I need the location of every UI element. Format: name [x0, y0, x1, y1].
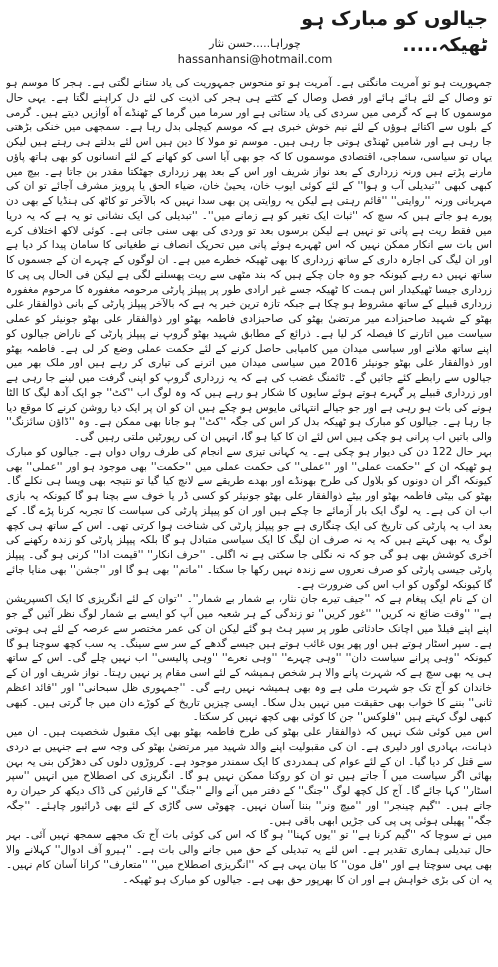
paragraph: میں نے سوچا کہ ''گیم کرنا ہے'' تو ''یوں کہنا'' ہو گا کہ اس کی کوئی بات آج تک مجھے سمجھ نہیں آئی۔ بہر حال تبدیلی ہماری تقدیر ہے۔ اس لئے یہ تبدیلی کے حق میں جانے والی بات ہے۔ ''ہیرو آف ادوال'' کہلانے والا بھی یہی سوچتا ہے اور ''فل مون'' کا بیان یہی ہے کہ ''انگریزی اصطلاح میں'' ''متعارف'' کرانا آسان کام نہیں۔ یہ ان کی بڑی خواہش ہے اور ان کا بھرپور حق بھی ہے۔ جیالوں کو مبارک ہو ٹھیکہ۔ — [6, 829, 492, 886]
paragraph: اس میں کوئی شک نہیں کہ ذوالفقار علی بھٹو کی طرح فاطمہ بھٹو بھی ایک مقبول شخصیت ہیں۔ ان میں ذہانت، بہادری اور دلیری ہے۔ ان کی مقبولیت اپنے والد شہید میر مرتضیٰ بھٹو کی وجہ سے ہے جنہیں بے دردی سے قتل کر دیا گیا۔ ان کے لئے عوام کی ہمدردی کا ایک سمندر موجود ہے۔ کروڑوں دلوں کی دھڑکن بنی یہ بہن بھائی اگر سیاست میں آ جاتے ہیں تو ان کو روکنا ممکن نہیں ہو گا۔ انگریزی کی اصطلاح میں انہیں ''سپر اسٹار'' کہا جائے گا۔ آج کل کچھ لوگ ''جنگ'' کے دفتر میں آنے والے ''جنگ'' کے قارئین کی ڈاک دیکھ کر حیران رہ جاتے ہیں۔ ''گیم چینجر'' اور ''میچ ونر'' بننا آسان نہیں۔ چھوٹی سی گاڑی کے لئے بھی ڈرائیور چاہئے۔ ''جگہ جگہ'' پھیلی ہوئی پی پی کی جڑیں ابھی باقی ہیں۔ — [6, 726, 492, 827]
article-title: جیالوں کو مبارک ہو ٹھیکہ..... — [301, 8, 488, 56]
author-email: hassanhansi@hotmail.com — [177, 52, 333, 66]
article-body — [6, 76, 492, 963]
paragraph: ان کے نام ایک پیغام ہے کہ ''جیف تیرے جان نثار، بے شمار بے شمار''۔ ''توان کے لئے انگریزی کا ایک اکسپریشن ہے'' ''وقت ضائع نہ کریں'' ''غور کریں'' تو زندگی کے ہر شعبہ میں آپ کو ایسے بے شمار لوگ نظر آئیں گے جو اپنے اپنے فیلڈ میں اچانک حادثاتی طور پر سپر ہٹ ہو گئے لیکن ان کی عمر مختصر سے عرصہ کے لئے ہی ہوتی ہے۔ سپر اسٹار ہوتے ہیں اور پھر یوں غائب ہوتے ہیں جیسے گدھے کے سر سے سینگ۔ یہ سب کچھ سوچنا ہو گا کیونکہ ''وہی پرانے سیاست دان'' ''وہی چہرے'' ''وہی نعرے'' ''وہی پالیسی'' اب نہیں چلے گی۔ اس کے ساتھ ہی یہ بھی سچ ہے کہ شہرت پانے والا ہر شخص ہمیشہ کے لئے اسی مقام پر نہیں رہتا۔ نواز شریف اور ان کے خاندان کو آج تک جو شہرت ملی ہے وہ بھی ہمیشہ نہیں رہے گی۔ ''جمہوری ظل سبحانی'' اور ''قائد اعظم ثانی'' بننے کا خواب بھی حقیقت میں نہیں بدل سکا۔ ایسی چیزیں تاریخ کے کوڑے دان میں جا گرتی ہیں۔ کبھی کبھی لوگ کہتے ہیں ''فلوکس'' جن کا کوئی بھی کچھ نہیں کر سکتا۔ — [6, 593, 492, 724]
paragraph: بہر حال 122 دن کی دیوار ہو چکی ہے۔ یہ کہانی تیزی سے انجام کی طرف رواں دواں ہے۔ جیالوں کو مبارک ہو ٹھیکہ ان کے ''حکمت عملی'' اور ''عملی'' کی حکمت عملی میں ''حکمت'' بھی موجود ہو اور ''عملی'' بھی کیونکہ اگر ان دونوں کو بلاول کی طرح بھونڈے اور بھدے طریقے سے لانچ کیا گیا تو نتیجہ بھی ویسا ہی نکلے گا۔ بھٹو کی بیٹی فاطمہ بھٹو اور بیٹے ذوالفقار علی بھٹو جونیئر کو کسی ڈر یا خوف سے بچنا ہو گا کیونکہ یہ بازی اب ان کی ہے۔ یہ لوگ ایک بار آزمائے جا چکے ہیں اور ان کو پیپلز پارٹی کی سیاست کا تجربہ کرنا پڑے گا۔ کے بعد اب یہ پارٹی کی تاریخ کی ایک چنگاری ہے جو پیپلز پارٹی کی شناخت ہوا کرتی تھی۔ اس کے ساتھ ہی کچھ لوگ یہ بھی کہتے ہیں کہ یہ نہ صرف ان لیگ کا ایک سیاسی متبادل ہو گا بلکہ پیپلز پارٹی کو زندہ رکھنے کی آخری کوشش بھی ہو گی جو کہ نہ نگلی جا سکتی ہے نہ اگلی۔ ''حرف انکار'' ''قیمت ادا'' کرنی ہو گی۔ پیپلز پارٹی جیسی پارٹی کو صرف نعروں سے زندہ نہیں رکھا جا سکتا۔ ''ماتم'' بھی ہو گا اور ''جشن'' بھی منایا جائے گا کیونکہ لوگوں کو اب اس کی ضرورت ہے۔ — [6, 445, 492, 591]
paragraph: جمہوریت ہو تو آمریت مانگتی ہے۔ آمریت ہو تو منحوس جمہوریت کی یاد ستانے لگتی ہے۔ ہجر کا موسم ہو تو وصال کے لئے ہائے ہائے اور فصل وصال کے کٹتے ہی ہجر کی اذیت کی لئے دل کراہنے لگتا ہے۔ یہی حال موسموں کا ہے کہ گرمی میں سردی کی یاد ستاتی ہے اور سرما میں گرما کے ٹھنڈے آہ آوازیں دیتے ہیں۔ گرمی کے بلوں سے اکتائے ہوؤں کے لئے نیم خوش خبری ہے کہ موسم کیچلی بدل رہا ہے۔ سمجھی میں خنکی بڑھتی جا رہی ہے اور شامیں ٹھنڈی ہوتی جا رہی ہیں۔ موسم تو مولا کا دین ہیں اس لئے بدلتے ہی رہتے ہیں لیکن یہاں تو سیاسی، سماجی، اقتصادی موسموں کا کہ جو بھی آیا اسی کو کھانے کے لئے انسانوں کو بھی ہاتھ پاؤں مارنے پڑتے ہیں ورنہ زرداری کے بعد نواز شریف اور اس کے بعد پھر زرداری جھٹکتا مقدر بن جاتا ہے۔ بیچ میں کبھی کبھی ''تبدیلی آب و ہوا'' کے لئے کوئی ایوب خان، یحییٰ خان، ضیاء الحق یا پرویز مشرف آجائے تو ان کی مہربانی ورنہ ''روایتی'' ''قائم رہتی ہے لیکن یہ روایتی پن بھی سدا نہیں کہ بالآخر تو کاٹھ کی ہنڈیا کے بھی دن پورے ہو جاتے ہیں کہ سچ کہ ''ثبات ایک تغیر کو ہے زمانے میں''۔ ''تبدیلی کی ایک نشانی تو یہ ہے کہ یہ دریا میں فقط ریت ہے پانی تو نہیں ہے لیکن برسوں بعد تو وردی کی بھی سنی جاتی ہے۔ کوئی لاکھ اختلاف کرے اس بات سے انکار ممکن نہیں کہ اس ٹھہرے ہوئے پانی میں تحریک انصاف نے طغیانی کا سامان پیدا کر دیا ہے اور ان لیگ کی اجارہ داری کے ساتھ زرداری کا بھی ٹھیکہ خطرے میں ہے۔ ان لوگوں کے چہرے ان کے جسموں کا ساتھ نہیں دے رہے کیونکہ جو وہ جان چکے ہیں کہ بند مٹھی سے ریت پھسلنے لگی ہے لیکن فی الحال پی پی کا زرداری جیسا ٹھیکیدار اس ہمت کا ٹھیکہ جسے غیر ارادی طور پر پیپلز پارٹی مرحومہ مغفورہ کا مرحوم مغفورہ زرداری قبیلے کے ساتھ مشروط ہو چکا ہے جبکہ تازہ ترین خبر یہ ہے کہ بالآخر پیپلز پارٹی کے بانی ذوالفقار علی بھٹو کے شہید صاحبزادے میر مرتضیٰ بھٹو کی صاحبزادی فاطمہ بھٹو اور ذوالفقار علی بھٹو جونیئر کو عملی سیاست میں اتارنے کا فیصلہ کر لیا ہے۔ ذرائع کے مطابق شہید بھٹو گروپ نے پیپلز پارٹی کے ناراض جیالوں کو اپنے ساتھ ملانے اور سیاسی میدان میں کامیابی حاصل کرنے کے لئے حکمت عملی وضع کر لی ہے۔ فاطمہ بھٹو اور ذوالفقار علی بھٹو جونیئر 2016 میں سیاسی میدان میں اترنے کی تیاری کر رہے ہیں اور ملک بھر میں جیالوں سے رابطے کئے جائیں گے۔ ٹائمنگ غضب کی ہے کہ یہ زرداری گروپ کو اپنی گرفت میں لینے جا رہی ہے اور زرداری قبیلے پر گہرے ہوتے ہوئے سایوں کا شکار ہو رہے ہیں کہ وہ لوگ اب ''کٹ'' جو ایک آدھ لیگ کا الٹا ہونے کی بات ہو رہی ہے اور جو جیالے انتہائی مایوس ہو چکے ہیں ان کو ان پر ایک دیا روشن کرنے کا موقع دیا جا رہا ہے۔ جیالوں کو مبارک ہو ٹھیکہ بدل کر اس کی جگہ ''کٹ'' ہو جانا بھی ممکن ہے۔ وہ ''ڈاؤن سائزنگ'' والی باتیں اب پرانی ہو چکی ہیں اس لئے ان کا کیا ہو گا، انہیں ان کی رپورٹیں ملتی رہیں گی۔ — [6, 77, 492, 443]
byline: چوراہا.....حسن نثار — [209, 37, 301, 50]
